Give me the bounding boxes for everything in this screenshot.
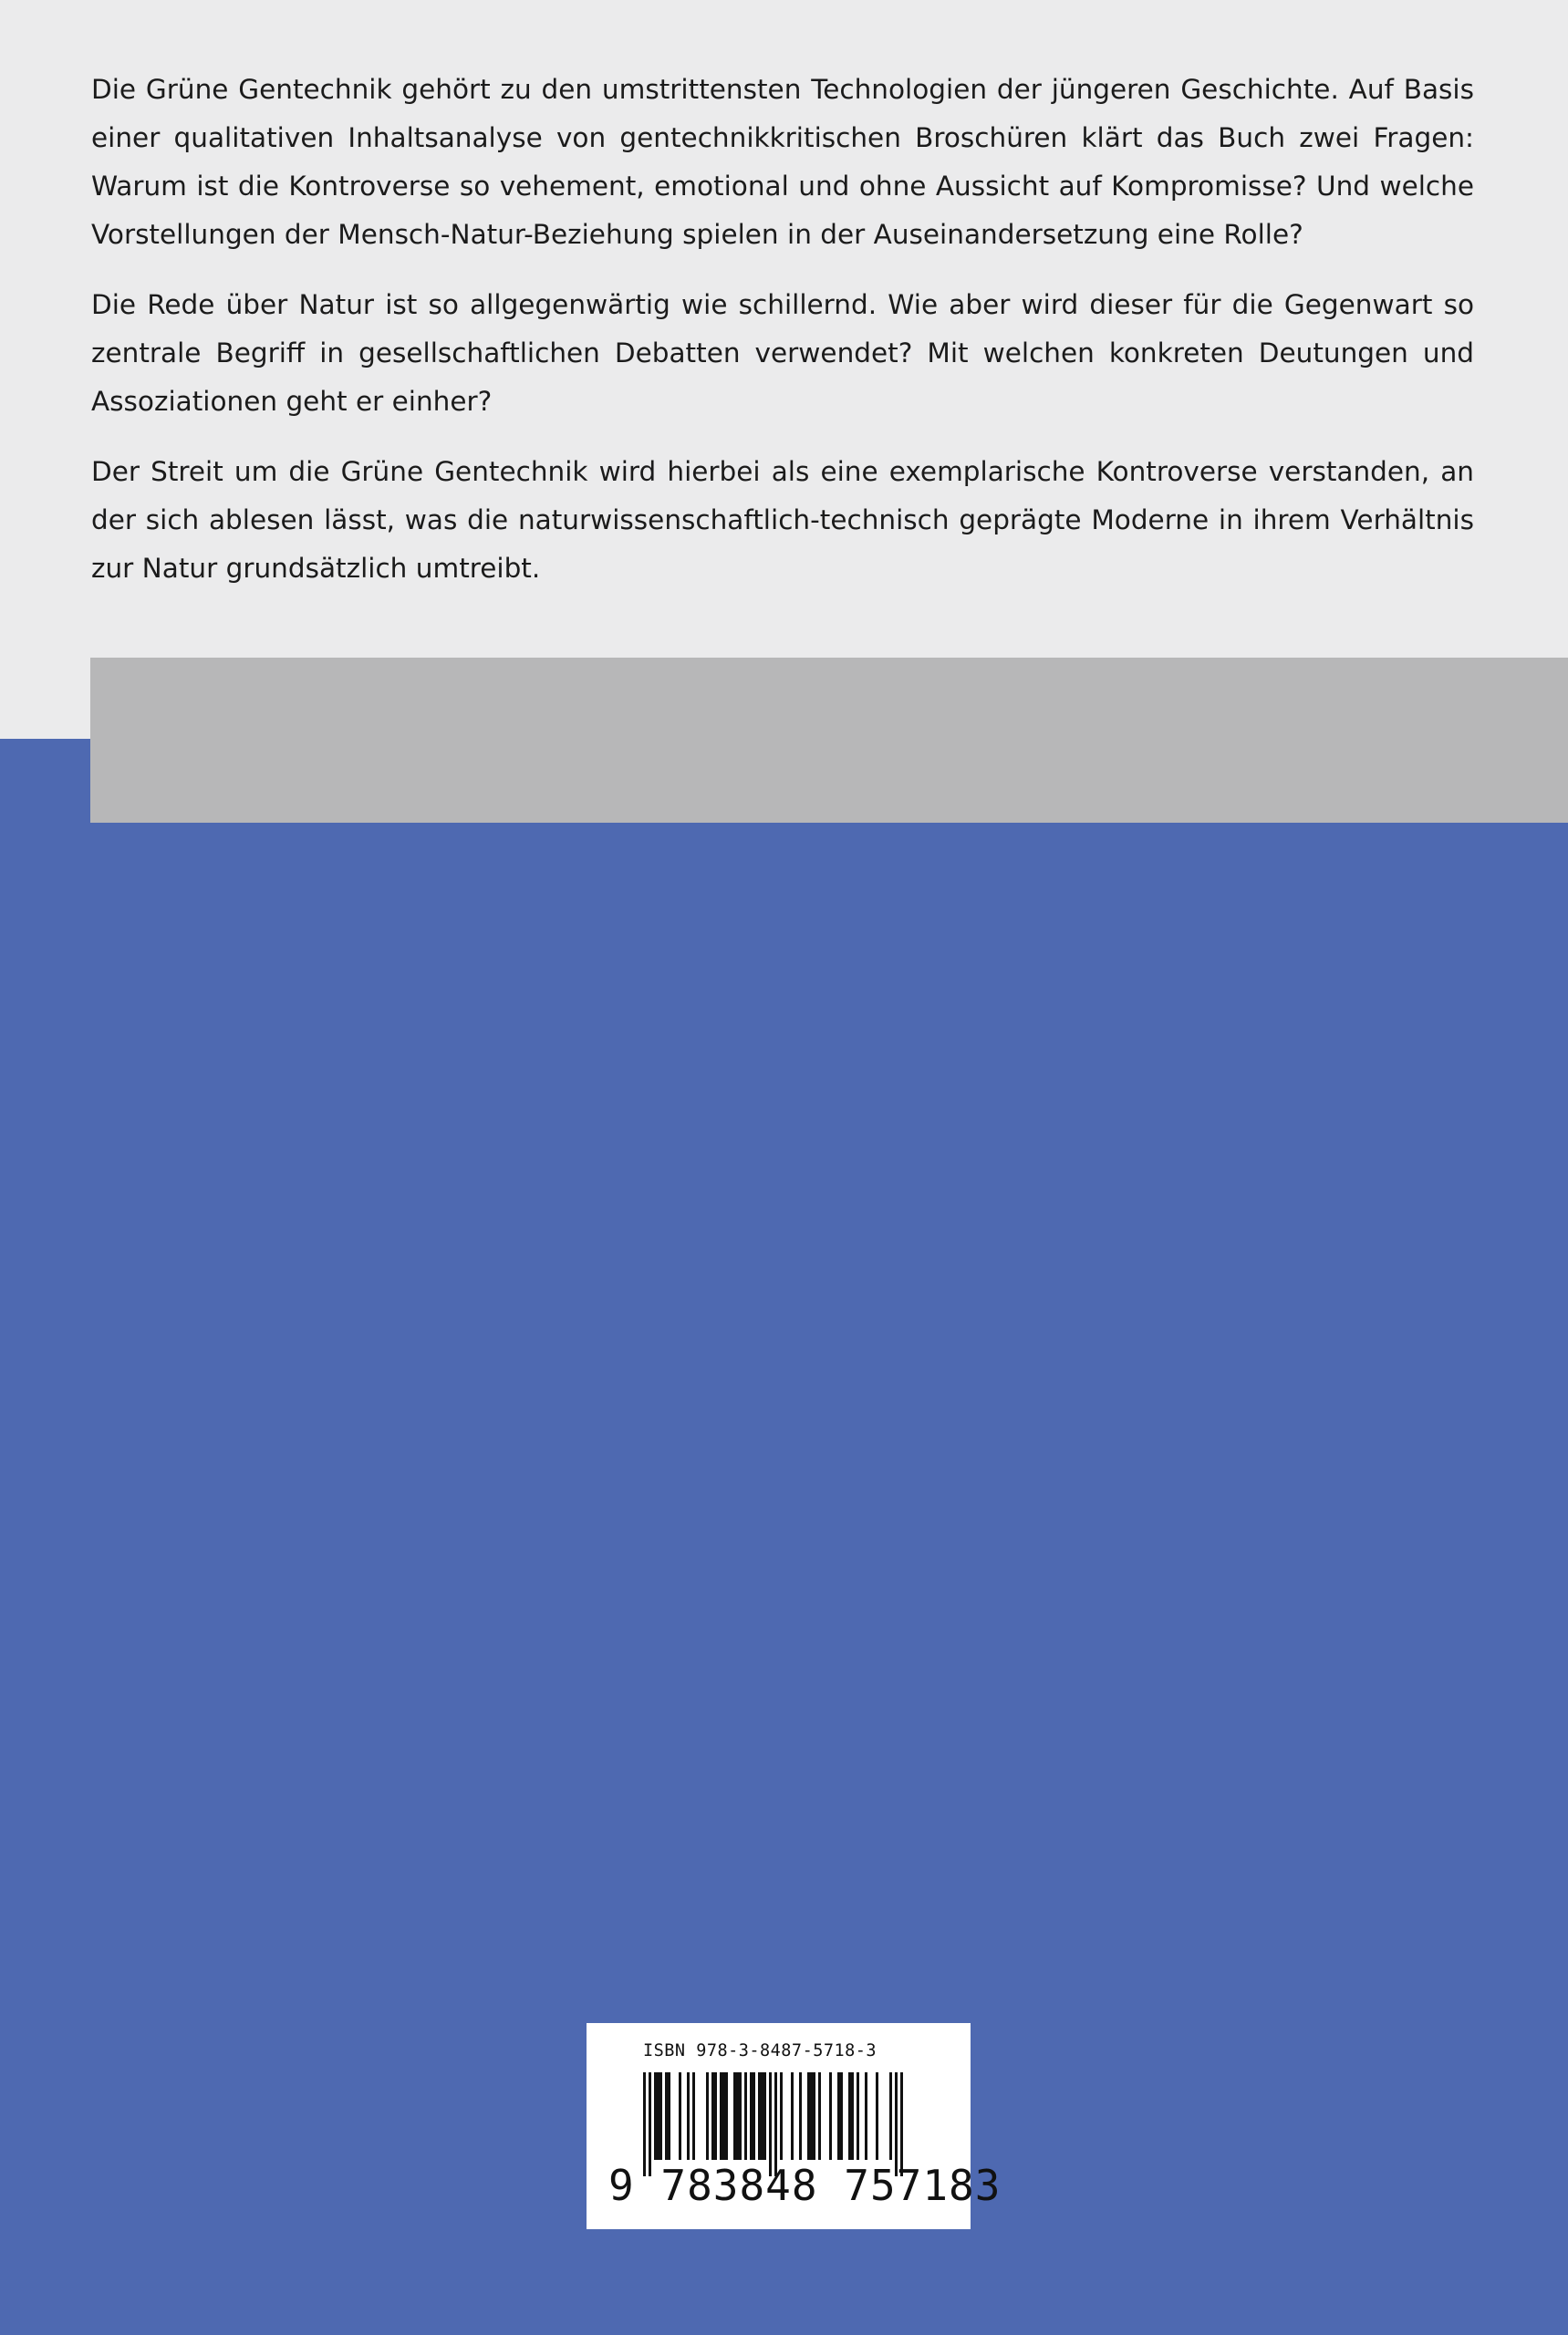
barcode-bar xyxy=(668,2072,670,2160)
barcode-bar xyxy=(665,2072,668,2160)
barcode-bar xyxy=(840,2072,843,2160)
isbn-label: ISBN 978-3-8487-5718-3 xyxy=(643,2041,877,2060)
barcode-bar xyxy=(813,2072,815,2160)
barcode-bar xyxy=(807,2072,810,2160)
barcode-bar xyxy=(780,2072,783,2160)
barcode-bar xyxy=(733,2072,736,2160)
barcode-bar xyxy=(750,2072,753,2160)
back-cover-blurb xyxy=(91,66,1474,615)
barcode-bar xyxy=(810,2072,813,2160)
barcode-bar xyxy=(711,2072,714,2160)
barcode-bar xyxy=(818,2072,821,2160)
barcode-bar xyxy=(829,2072,832,2160)
barcode-bar xyxy=(851,2072,854,2160)
grey-band xyxy=(90,658,1568,823)
barcode-bar xyxy=(722,2072,725,2160)
barcode-bar xyxy=(657,2072,659,2160)
blurb-paragraph-2: Die Rede über Natur ist so allgegenwärtig wie schillernd. Wie aber wird dieser für die Gegenwart so zentrale Begriff in gesellschaftlichen Debatten verwendet? Mit welchen konkreten Deutungen und Assoziationen geht er einher? xyxy=(91,289,1474,417)
isbn-barcode-box xyxy=(587,2023,1002,2229)
barcode-bar xyxy=(687,2072,690,2160)
barcode-bar xyxy=(763,2072,766,2160)
barcode-bar xyxy=(791,2072,794,2160)
barcode-bar xyxy=(714,2072,717,2160)
barcode-bar xyxy=(744,2072,747,2160)
barcode-bar xyxy=(659,2072,662,2160)
barcode-bar xyxy=(739,2072,742,2160)
barcode-bar xyxy=(654,2072,657,2160)
barcode-bar xyxy=(876,2072,878,2160)
barcode-bar xyxy=(706,2072,709,2160)
barcode-bar xyxy=(758,2072,761,2160)
blurb-paragraph-1: Die Grüne Gentechnik gehört zu den umstrittensten Technologien der jüngeren Geschichte. Auf Basis einer qualitativen Inhaltsanalyse von gentechnikkritischen Broschüren klärt das Buch zwei Fragen: Warum ist die Kontroverse so vehement, emotional und ohne Aussicht auf Kompromisse? Und welche Vorstellungen der Mensch-Natur-Beziehung spielen in der Auseinandersetzung eine Rolle? xyxy=(91,74,1474,250)
barcode-bar xyxy=(799,2072,802,2160)
barcode-bar xyxy=(692,2072,695,2160)
barcode-bar xyxy=(837,2072,840,2160)
barcode-bar xyxy=(725,2072,728,2160)
barcode-bar xyxy=(736,2072,739,2160)
barcode-bar xyxy=(720,2072,722,2160)
barcode-bar xyxy=(857,2072,859,2160)
blurb-paragraph-3: Der Streit um die Grüne Gentechnik wird hierbei als eine exemplarische Kontroverse verstanden, an der sich ablesen lässt, was die naturwissenschaftlich-technisch geprägte Moderne in ihrem Verhältnis zur Natur grundsätzlich umtreibt. xyxy=(91,456,1474,584)
barcode-bar xyxy=(761,2072,763,2160)
barcode-bar xyxy=(865,2072,867,2160)
barcode-bar xyxy=(679,2072,681,2160)
barcode-bar xyxy=(889,2072,892,2160)
barcode-bar xyxy=(753,2072,755,2160)
barcode-bar xyxy=(848,2072,851,2160)
barcode-digits: 9 783848 757183 xyxy=(608,2161,1002,2210)
